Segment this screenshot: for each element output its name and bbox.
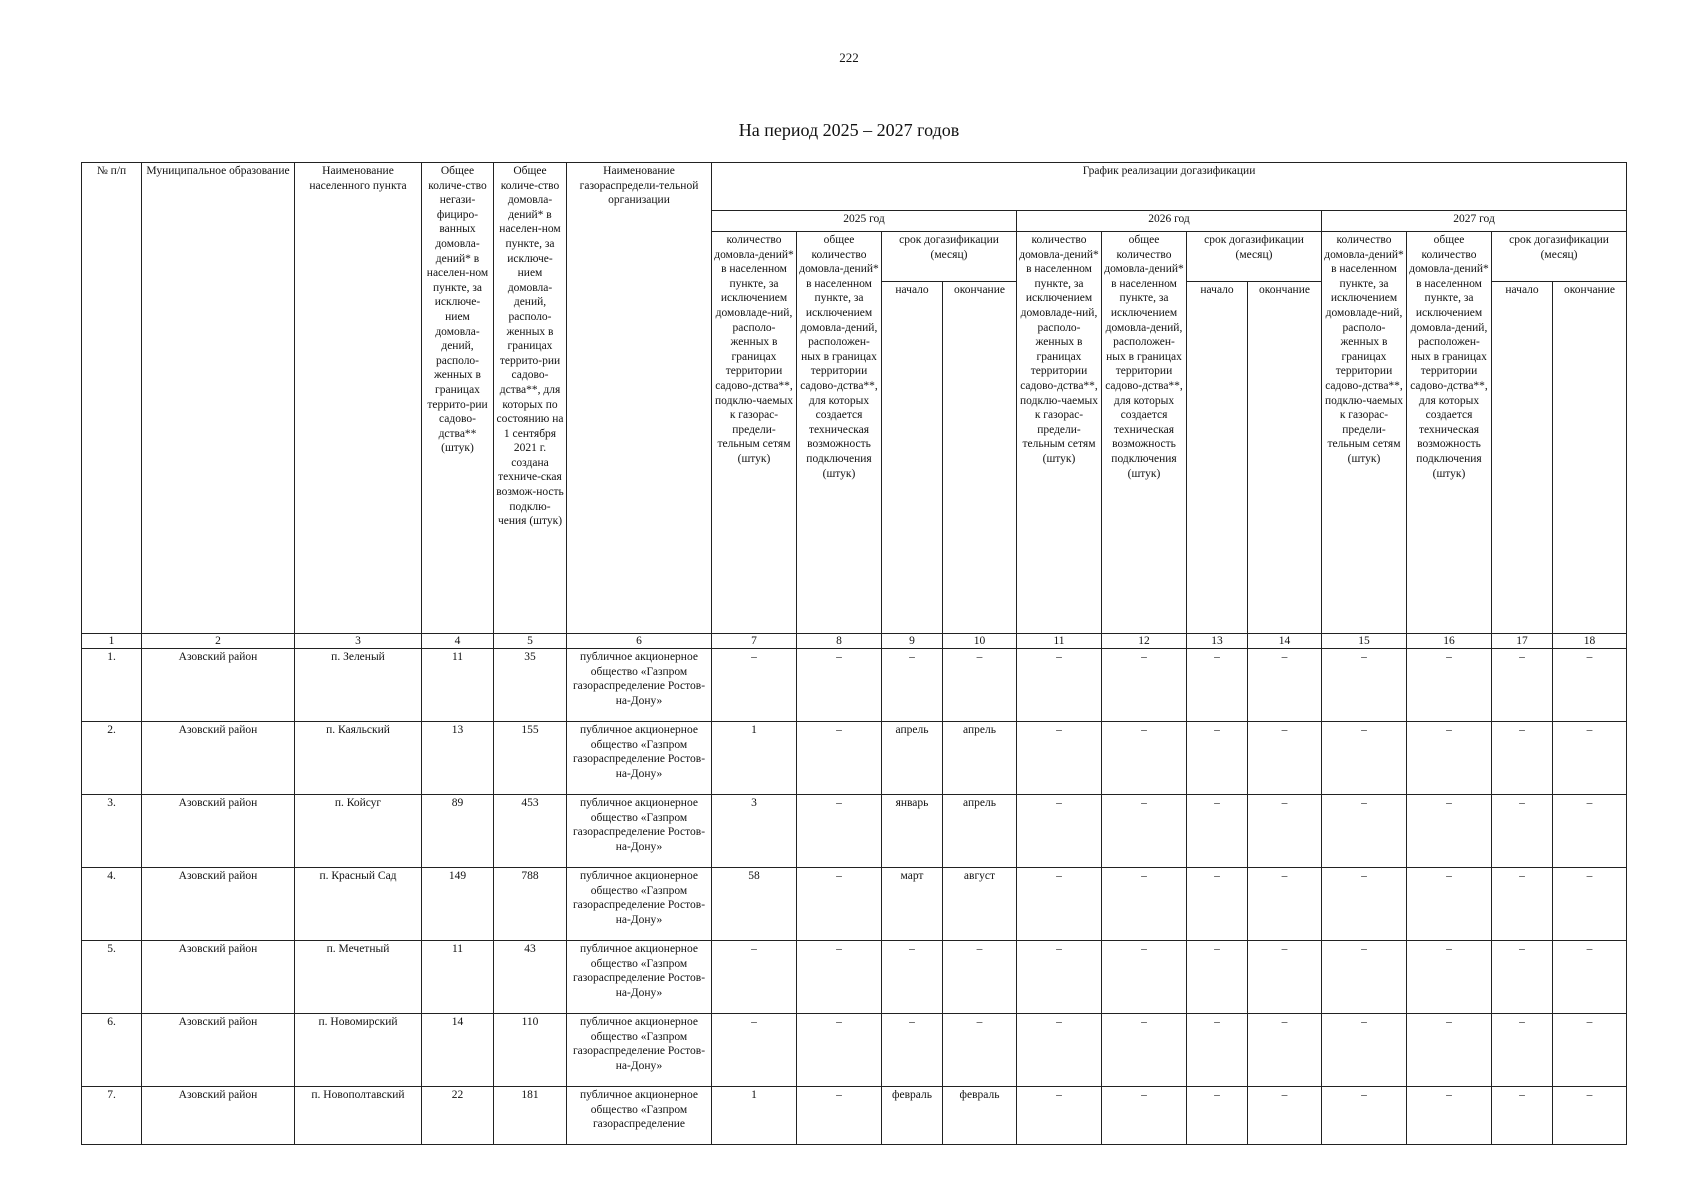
table-cell: апрель — [943, 795, 1017, 868]
table-cell: – — [797, 1014, 882, 1087]
table-cell: – — [797, 649, 882, 722]
table-cell: публичное акционерное общество «Газпром газораспределение Ростов-на-Дону» — [567, 1014, 712, 1087]
header-2025-count-connected: количество домовла-дений* в населенном пункте, за исключением домовладе-ний, располо-женных в границах территории садово-дства**, подклю-чаемых к газорас-предели-тельным сетям (штук) — [712, 232, 797, 634]
table-cell: – — [1248, 649, 1322, 722]
table-cell: – — [712, 1014, 797, 1087]
table-cell: – — [1248, 722, 1322, 795]
header-year-2027: 2027 год — [1322, 211, 1627, 232]
table-cell: 5. — [82, 941, 142, 1014]
table-cell: – — [1017, 1087, 1102, 1145]
table-row — [82, 941, 1627, 1014]
header-gas-org: Наименование газораспредели-тельной организации — [567, 163, 712, 634]
header-2025-count-total: общее количество домовла-дений* в населенном пункте, за исключением домовла-дений, расположен-ных в границах территории садово-дства**, для которых создается техническая возможность подключения (штук) — [797, 232, 882, 634]
table-cell: – — [1407, 795, 1492, 868]
column-number: 17 — [1492, 634, 1553, 649]
table-cell: март — [882, 868, 943, 941]
table-cell: – — [1553, 795, 1627, 868]
column-number: 11 — [1017, 634, 1102, 649]
header-2027-count-total: общее количество домовла-дений* в населенном пункте, за исключением домовла-дений, расположен-ных в границах территории садово-дства**, для которых создается техническая возможность подключения (штук) — [1407, 232, 1492, 634]
table-cell: – — [1017, 941, 1102, 1014]
table-cell: – — [712, 941, 797, 1014]
table-cell: – — [1187, 941, 1248, 1014]
table-cell: п. Красный Сад — [295, 868, 422, 941]
header-2026-count-total: общее количество домовла-дений* в населенном пункте, за исключением домовла-дений, расположен-ных в границах территории садово-дства**, для которых создается техническая возможность подключения (штук) — [1102, 232, 1187, 634]
column-number: 8 — [797, 634, 882, 649]
table-cell: п. Койсуг — [295, 795, 422, 868]
table-cell: 89 — [422, 795, 494, 868]
table-cell: – — [1492, 795, 1553, 868]
column-number: 1 — [82, 634, 142, 649]
table-cell: п. Новополтавский — [295, 1087, 422, 1145]
table-cell: 149 — [422, 868, 494, 941]
table-cell: – — [1187, 649, 1248, 722]
header-2027-count-connected: количество домовла-дений* в населенном пункте, за исключением домовладе-ний, располо-женных в границах территории садово-дства**, подклю-чаемых к газорас-предели-тельным сетям (штук) — [1322, 232, 1407, 634]
table-cell: Азовский район — [142, 1014, 295, 1087]
header-year-2025: 2025 год — [712, 211, 1017, 232]
table-cell: 13 — [422, 722, 494, 795]
column-number: 10 — [943, 634, 1017, 649]
table-cell: 11 — [422, 649, 494, 722]
table-row — [82, 1014, 1627, 1087]
table-cell: – — [1322, 941, 1407, 1014]
table-cell: – — [797, 795, 882, 868]
table-cell: 788 — [494, 868, 567, 941]
table-cell: 6. — [82, 1014, 142, 1087]
table-row — [82, 795, 1627, 868]
period-title: На период 2025 – 2027 годов — [738, 120, 960, 140]
table-cell: – — [1102, 1014, 1187, 1087]
table-cell: февраль — [943, 1087, 1017, 1145]
table-cell: – — [1492, 649, 1553, 722]
table-cell: – — [1322, 1087, 1407, 1145]
table-cell: – — [1102, 722, 1187, 795]
table-cell: 110 — [494, 1014, 567, 1087]
table-cell: публичное акционерное общество «Газпром газораспределение Ростов-на-Дону» — [567, 722, 712, 795]
header-2026-start: начало — [1187, 282, 1248, 634]
table-cell: 2. — [82, 722, 142, 795]
gasification-table — [81, 162, 1627, 1145]
table-cell: п. Мечетный — [295, 941, 422, 1014]
table-cell: 4. — [82, 868, 142, 941]
table-cell: – — [1553, 1014, 1627, 1087]
table-cell: – — [1017, 868, 1102, 941]
table-cell: – — [1492, 722, 1553, 795]
table-cell: – — [1322, 649, 1407, 722]
table-cell: – — [1492, 941, 1553, 1014]
table-cell: – — [1248, 941, 1322, 1014]
header-schedule: График реализации догазификации — [712, 163, 1627, 211]
table-cell: Азовский район — [142, 941, 295, 1014]
header-2025-term: срок догазификации (месяц) — [882, 232, 1017, 282]
column-number: 2 — [142, 634, 295, 649]
table-cell: – — [1187, 1087, 1248, 1145]
table-cell: – — [943, 649, 1017, 722]
page-number: 222 — [839, 50, 859, 65]
table-cell: апрель — [943, 722, 1017, 795]
table-cell: – — [1017, 722, 1102, 795]
table-cell: публичное акционерное общество «Газпром газораспределение — [567, 1087, 712, 1145]
table-cell: – — [1102, 1087, 1187, 1145]
table-cell: 1 — [712, 722, 797, 795]
header-2027-end: окончание — [1553, 282, 1627, 634]
table-cell: – — [797, 1087, 882, 1145]
table-cell: 155 — [494, 722, 567, 795]
header-2025-end: окончание — [943, 282, 1017, 634]
column-number: 15 — [1322, 634, 1407, 649]
table-cell: – — [1248, 868, 1322, 941]
table-cell: п. Зеленый — [295, 649, 422, 722]
table-cell: 58 — [712, 868, 797, 941]
table-cell: публичное акционерное общество «Газпром газораспределение Ростов-на-Дону» — [567, 795, 712, 868]
table-cell: – — [1553, 649, 1627, 722]
table-cell: – — [1248, 795, 1322, 868]
table-cell: – — [1492, 1087, 1553, 1145]
table-cell: – — [1553, 941, 1627, 1014]
table-cell: – — [943, 941, 1017, 1014]
column-number: 18 — [1553, 634, 1627, 649]
table-cell: август — [943, 868, 1017, 941]
column-number: 6 — [567, 634, 712, 649]
table-cell: Азовский район — [142, 868, 295, 941]
table-cell: февраль — [882, 1087, 943, 1145]
table-cell: – — [1553, 1087, 1627, 1145]
header-2027-term: срок догазификации (месяц) — [1492, 232, 1627, 282]
table-cell: – — [882, 941, 943, 1014]
table-cell: – — [943, 1014, 1017, 1087]
header-municipality: Муниципальное образование — [142, 163, 295, 634]
table-cell: 11 — [422, 941, 494, 1014]
table-cell: Азовский район — [142, 722, 295, 795]
table-cell: – — [797, 868, 882, 941]
table-cell: публичное акционерное общество «Газпром газораспределение Ростов-на-Дону» — [567, 868, 712, 941]
header-2027-start: начало — [1492, 282, 1553, 634]
column-number: 3 — [295, 634, 422, 649]
table-cell: – — [1017, 795, 1102, 868]
table-cell: 1. — [82, 649, 142, 722]
header-total-nongasified: Общее количе-ство негази-фициро-ванных домовла-дений* в населен-ном пункте, за исключе-нием домовла-дений, располо-женных в границах террито-рии садово-дства** (штук) — [422, 163, 494, 634]
table-cell: Азовский район — [142, 649, 295, 722]
table-cell: 35 — [494, 649, 567, 722]
header-2025-start: начало — [882, 282, 943, 634]
table-cell: – — [797, 941, 882, 1014]
header-num: № п/п — [82, 163, 142, 634]
table-cell: – — [1248, 1087, 1322, 1145]
table-cell: Азовский район — [142, 1087, 295, 1145]
column-number: 5 — [494, 634, 567, 649]
table-cell: – — [1407, 868, 1492, 941]
column-number: 12 — [1102, 634, 1187, 649]
header-2026-count-connected: количество домовла-дений* в населенном пункте, за исключением домовладе-ний, располо-женных в границах территории садово-дства**, подклю-чаемых к газорас-предели-тельным сетям (штук) — [1017, 232, 1102, 634]
header-2026-term: срок догазификации (месяц) — [1187, 232, 1322, 282]
table-cell: – — [1553, 868, 1627, 941]
table-cell: – — [1187, 795, 1248, 868]
table-row — [82, 1087, 1627, 1145]
column-number-row — [82, 634, 1627, 649]
table-cell: – — [1187, 722, 1248, 795]
table-cell: – — [1553, 722, 1627, 795]
table-cell: 43 — [494, 941, 567, 1014]
table-cell: 453 — [494, 795, 567, 868]
column-number: 13 — [1187, 634, 1248, 649]
table-cell: 1 — [712, 1087, 797, 1145]
column-number: 9 — [882, 634, 943, 649]
table-cell: – — [797, 722, 882, 795]
header-2026-end: окончание — [1248, 282, 1322, 634]
table-cell: 7. — [82, 1087, 142, 1145]
table-cell: – — [1102, 941, 1187, 1014]
table-cell: – — [1492, 868, 1553, 941]
table-row — [82, 649, 1627, 722]
table-cell: – — [1407, 1014, 1492, 1087]
table-cell: п. Новомирский — [295, 1014, 422, 1087]
table-cell: 14 — [422, 1014, 494, 1087]
table-cell: публичное акционерное общество «Газпром газораспределение Ростов-на-Дону» — [567, 649, 712, 722]
table-cell: январь — [882, 795, 943, 868]
table-cell: – — [1187, 868, 1248, 941]
column-number: 14 — [1248, 634, 1322, 649]
table-cell: – — [1407, 1087, 1492, 1145]
table-cell: – — [882, 1014, 943, 1087]
column-number: 16 — [1407, 634, 1492, 649]
table-cell: 3. — [82, 795, 142, 868]
table-cell: – — [1322, 795, 1407, 868]
table-cell: п. Каяльский — [295, 722, 422, 795]
table-cell: Азовский район — [142, 795, 295, 868]
table-cell: – — [1322, 1014, 1407, 1087]
header-settlement: Наименование населенного пункта — [295, 163, 422, 634]
table-cell: – — [1248, 1014, 1322, 1087]
table-cell: – — [1492, 1014, 1553, 1087]
table-row — [82, 722, 1627, 795]
table-cell: – — [1407, 941, 1492, 1014]
table-cell: 22 — [422, 1087, 494, 1145]
table-cell: 181 — [494, 1087, 567, 1145]
table-cell: – — [1102, 868, 1187, 941]
table-cell: 3 — [712, 795, 797, 868]
header-year-2026: 2026 год — [1017, 211, 1322, 232]
table-cell: – — [1187, 1014, 1248, 1087]
column-number: 7 — [712, 634, 797, 649]
table-cell: – — [1322, 868, 1407, 941]
table-cell: публичное акционерное общество «Газпром газораспределение Ростов-на-Дону» — [567, 941, 712, 1014]
table-cell: – — [1407, 649, 1492, 722]
header-total-possible: Общее количе-ство домовла-дений* в населен-ном пункте, за исключе-нием домовла-дений, располо-женных в границах террито-рии садово-дства**, для которых по состоянию на 1 сентября 2021 г. создана техниче-ская возмож-ность подклю-чения (штук) — [494, 163, 567, 634]
table-cell: – — [1017, 1014, 1102, 1087]
table-cell: апрель — [882, 722, 943, 795]
table-cell: – — [1322, 722, 1407, 795]
table-cell: – — [1407, 722, 1492, 795]
table-cell: – — [712, 649, 797, 722]
table-cell: – — [1102, 649, 1187, 722]
table-cell: – — [1102, 795, 1187, 868]
table-cell: – — [1017, 649, 1102, 722]
table-row — [82, 868, 1627, 941]
table-cell: – — [882, 649, 943, 722]
column-number: 4 — [422, 634, 494, 649]
